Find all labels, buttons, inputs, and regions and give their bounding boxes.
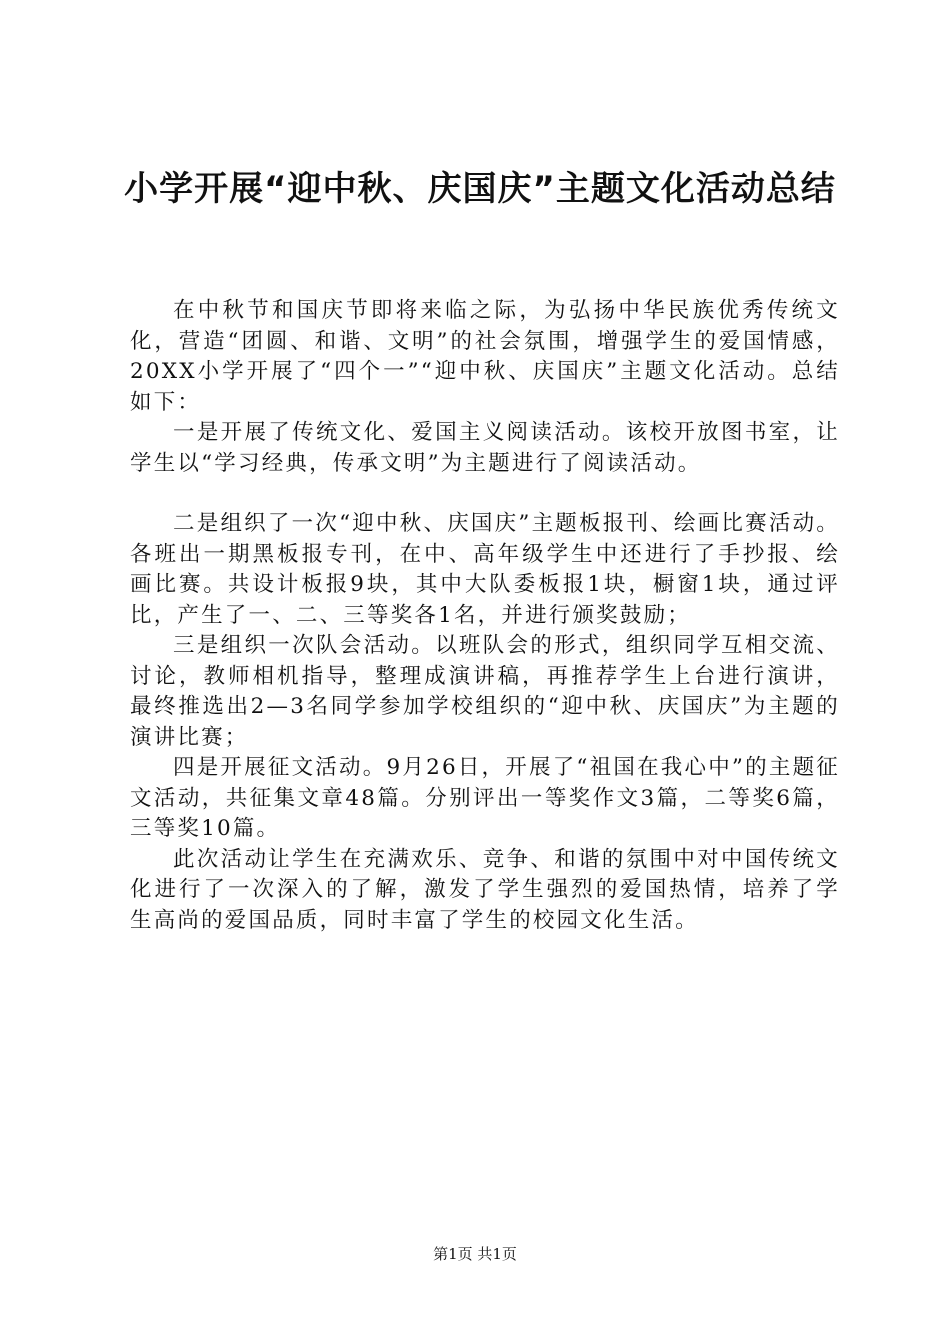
paragraph-team-meeting: 三是组织一次队会活动。以班队会的形式，组织同学互相交流、讨论，教师相机指导，整理成演讲稿，再推荐学生上台进行演讲，最终推选出2—3名同学参加学校组织的“迎中秋、庆国庆”为主题的演讲比赛； xyxy=(130,633,840,750)
document-body xyxy=(130,296,840,936)
paragraph-intro: 在中秋节和国庆节即将来临之际，为弘扬中华民族优秀传统文化，营造“团圆、和谐、文明”的社会氛围，增强学生的爱国情感，20XX小学开展了“四个一”“迎中秋、庆国庆”主题文化活动。总结如下： xyxy=(130,298,840,415)
paragraph-reading-activity: 一是开展了传统文化、爱国主义阅读活动。该校开放图书室，让学生以“学习经典，传承文明”为主题进行了阅读活动。 xyxy=(130,420,840,476)
paragraph-conclusion: 此次活动让学生在充满欢乐、竞争、和谐的氛围中对中国传统文化进行了一次深入的了解，激发了学生强烈的爱国热情，培养了学生高尚的爱国品质，同时丰富了学生的校园文化生活。 xyxy=(130,846,840,933)
paragraph-essay-contest: 四是开展征文活动。9月26日，开展了“祖国在我心中”的主题征文活动，共征集文章48篇。分别评出一等奖作文3篇，二等奖6篇，三等奖10篇。 xyxy=(130,755,840,841)
document-title: 小学开展“迎中秋、庆国庆”主题文化活动总结 xyxy=(124,169,836,209)
page-number-footer: 第1页 共1页 xyxy=(433,1245,517,1263)
paragraph-blackboard-contest: 二是组织了一次“迎中秋、庆国庆”主题板报刊、绘画比赛活动。各班出一期黑板报专刊，在中、高年级学生中还进行了手抄报、绘画比赛。共设计板报9块，其中大队委板报1块，橱窗1块，通过评比，产生了一、二、三等奖各1名，并进行颁奖鼓励； xyxy=(130,511,840,628)
